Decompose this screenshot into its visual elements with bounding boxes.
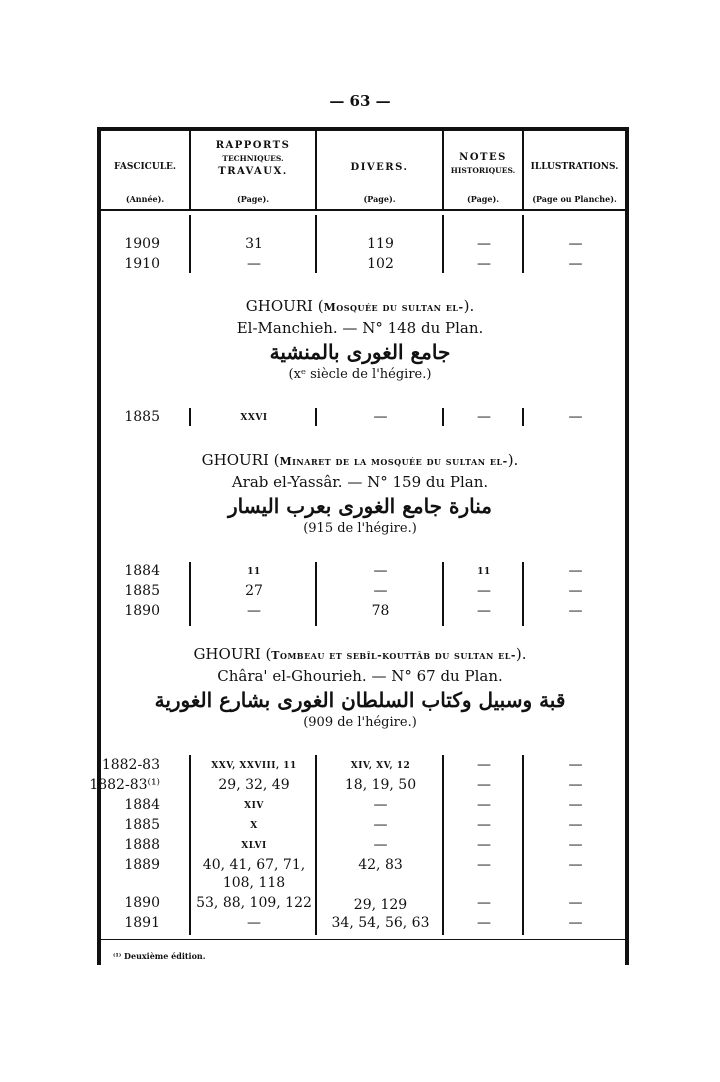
section-heading — [0, 644, 720, 732]
header-separator — [97, 209, 629, 211]
header-fascicule: FASCICULE. — [113, 162, 177, 172]
illustrations-cell: — — [568, 817, 583, 833]
year-cell: 1909 — [124, 236, 160, 252]
divers-cell: — — [373, 817, 388, 833]
notes-cell: — — [477, 236, 491, 252]
notes-cell: — — [477, 409, 491, 425]
illustrations-cell: — — [568, 256, 583, 272]
divers-cell: — — [373, 797, 388, 813]
rapports-cell: XXV, XXVIII, 11 — [211, 761, 297, 771]
divers-cell: 29, 129 — [353, 897, 408, 913]
header-notes-sub: (Page). — [466, 194, 500, 204]
rapports-cell: 27 — [245, 583, 263, 599]
table-top-border — [97, 127, 629, 131]
year-cell: 1884 — [124, 563, 160, 579]
section-arabic-title: جامع الغورى بالمنشية — [269, 340, 451, 364]
header-fascicule-sub: (Année). — [125, 194, 165, 204]
year-cell: 1885 — [124, 409, 160, 425]
rapports-cell: — — [247, 256, 261, 272]
divers-cell: XIV, XV, 12 — [350, 761, 411, 771]
illustrations-cell: — — [568, 915, 583, 931]
section-title: GHOURI (Minaret de la mosquée du sultan el-). — [201, 451, 519, 469]
illustrations-cell: — — [568, 603, 583, 619]
notes-cell: — — [477, 603, 491, 619]
notes-cell: — — [477, 777, 491, 793]
header-notes: NOTES HISTORIQUES. — [450, 152, 516, 175]
notes-cell: — — [477, 857, 491, 873]
page-number: — 63 — — [329, 92, 391, 110]
illustrations-cell: — — [568, 895, 583, 911]
section-century: (915 de l'hégire.) — [303, 521, 417, 536]
illustrations-cell: — — [568, 777, 583, 793]
rapports-cell: 40, 41, 67, 71, — [202, 857, 306, 873]
illustrations-cell: — — [568, 409, 583, 425]
section-century: (909 de l'hégire.) — [303, 715, 417, 730]
table-bottom-rule — [101, 939, 625, 940]
section-arabic-title: قبة وسبيل وكتاب السلطان الغورى بشارع الغورية — [154, 688, 566, 712]
rapports-cell: X — [250, 821, 258, 831]
notes-cell: — — [477, 915, 491, 931]
year-cell: 1882-83⁽¹⁾ — [89, 777, 160, 793]
illustrations-cell: — — [568, 236, 583, 252]
divers-cell: 78 — [371, 603, 390, 619]
rapports-cell: — — [247, 603, 261, 619]
header-divers-sub: (Page). — [363, 194, 396, 204]
section-location: Châra' el-Ghourieh. — N° 67 du Plan. — [217, 667, 503, 685]
year-cell: 1890 — [124, 603, 160, 619]
column-divider — [189, 755, 191, 935]
header-divers: DIVERS. — [350, 162, 409, 173]
rapports-cell: 29, 32, 49 — [218, 777, 290, 793]
notes-cell: — — [477, 817, 491, 833]
section-arabic-title: منارة جامع الغورى بعرب اليسار — [228, 494, 492, 518]
column-divider — [189, 408, 191, 426]
rapports-cell-continued: 108, 118 — [222, 875, 286, 891]
header-illustrations: ILLUSTRATIONS. — [530, 162, 619, 172]
year-cell: 1890 — [124, 895, 160, 911]
year-cell: 1891 — [124, 915, 160, 931]
column-divider — [189, 215, 191, 273]
illustrations-cell: — — [568, 857, 583, 873]
column-divider — [189, 562, 191, 626]
illustrations-cell: — — [568, 837, 583, 853]
divers-cell: 119 — [367, 236, 394, 252]
rapports-cell: 11 — [247, 567, 261, 577]
year-cell: 1884 — [124, 797, 160, 813]
illustrations-cell: — — [568, 583, 583, 599]
year-cell: 1910 — [124, 256, 160, 272]
section-heading — [0, 296, 720, 384]
section-title: GHOURI (Tombeau et sebîl-kouttâb du sultan el-). — [193, 645, 527, 663]
rapports-cell: — — [247, 915, 261, 931]
rapports-cell: XXVI — [240, 413, 268, 423]
divers-cell: 102 — [367, 256, 394, 272]
notes-cell: — — [477, 583, 491, 599]
year-cell: 1882-83 — [101, 757, 160, 773]
notes-cell: — — [477, 757, 491, 773]
year-cell: 1885 — [124, 583, 160, 599]
notes-cell: — — [477, 895, 491, 911]
year-cell: 1885 — [124, 817, 160, 833]
section-heading — [0, 450, 720, 538]
notes-cell: 11 — [477, 567, 491, 577]
section-location: Arab el-Yassâr. — N° 159 du Plan. — [231, 473, 489, 491]
year-cell: 1889 — [124, 857, 160, 873]
header-illustrations-sub: (Page ou Planche). — [532, 194, 617, 204]
divers-cell: 34, 54, 56, 63 — [331, 915, 430, 931]
section-location: El-Manchieh. — N° 148 du Plan. — [236, 319, 484, 337]
rapports-cell: XLVI — [241, 841, 267, 851]
section-century: (xᵉ siècle de l'hégire.) — [288, 367, 432, 382]
illustrations-cell: — — [568, 563, 583, 579]
rapports-cell: XIV — [244, 801, 264, 811]
rapports-cell: 31 — [245, 236, 263, 252]
illustrations-cell: — — [568, 757, 583, 773]
divers-cell: 42, 83 — [358, 857, 403, 873]
notes-cell: — — [477, 837, 491, 853]
divers-cell: — — [373, 563, 388, 579]
footnote: ⁽¹⁾ Deuxième édition. — [113, 951, 206, 961]
divers-cell: — — [373, 583, 388, 599]
header-rapports-sub: (Page). — [236, 194, 270, 204]
year-cell: 1888 — [124, 837, 160, 853]
divers-cell: — — [373, 837, 388, 853]
divers-cell: — — [373, 409, 388, 425]
rapports-cell: 53, 88, 109, 122 — [196, 895, 312, 911]
illustrations-cell: — — [568, 797, 583, 813]
notes-cell: — — [477, 256, 491, 272]
divers-cell: 18, 19, 50 — [344, 777, 417, 793]
section-title: GHOURI (Mosquée du sultan el-). — [245, 297, 475, 315]
header-rapports: RAPPORTS TECHNIQUES. TRAVAUX. — [215, 140, 291, 177]
notes-cell: — — [477, 797, 491, 813]
